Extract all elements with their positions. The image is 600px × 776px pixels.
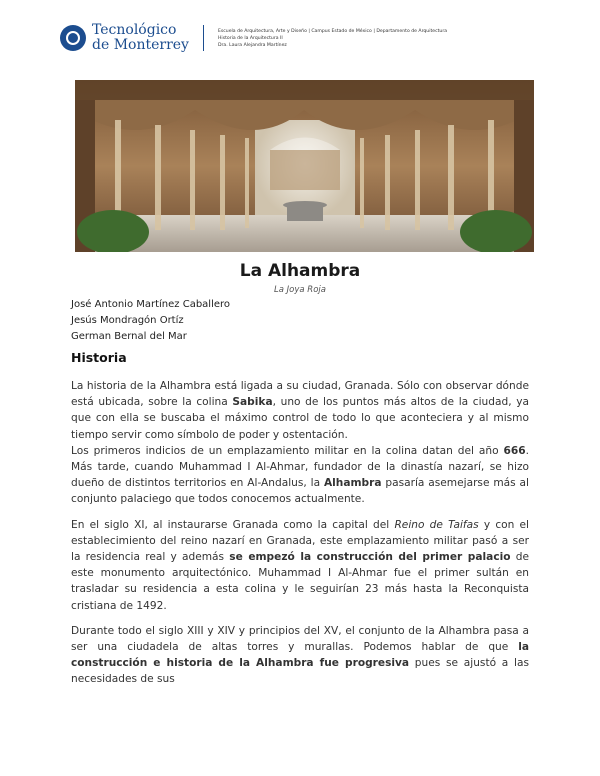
bold-term: Alhambra xyxy=(323,477,382,490)
paragraph-text: . Más tarde, cuando Muhammad I Al-Ahmar, fundador de la dinastía nazarí, se hizo dueño de distintos territorios en Al-Andalus, la xyxy=(71,444,529,490)
header-meta-line-3: Dra. Laura Alejandra Martínez xyxy=(217,42,287,48)
paragraph xyxy=(71,623,529,688)
document-title: La Alhambra xyxy=(239,261,361,281)
paragraph-text: Los primeros indicios de un emplazamiento militar en la colina datan del año xyxy=(71,444,504,457)
header-meta-line-2: Historia de la Arquitectura II xyxy=(217,35,283,41)
document-body xyxy=(71,378,529,688)
paragraph-text: , uno de los puntos más altos de la ciudad, ya que con ella se buscaba el máximo control de todo lo que aconteciera y al mismo tiempo servir como símbolo de poder y ostentación. xyxy=(71,396,529,441)
paragraph xyxy=(71,378,529,443)
author-name: German Bernal del Mar xyxy=(71,331,187,342)
courtyard-illustration xyxy=(75,80,534,252)
author-name: Jesús Mondragón Ortíz xyxy=(71,315,184,326)
document-subtitle: La Joya Roja xyxy=(274,285,326,295)
paragraph xyxy=(71,517,529,614)
header-divider xyxy=(203,25,204,51)
alhambra-courtyard-photo xyxy=(75,80,534,252)
bold-term: se empezó la construcción del primer palacio xyxy=(229,551,511,564)
paragraph xyxy=(71,443,529,508)
author-name: José Antonio Martínez Caballero xyxy=(71,299,231,310)
bold-term: 666 xyxy=(503,444,526,457)
logo-line-2: de Monterrey xyxy=(92,37,189,53)
paragraph-text: Durante todo el siglo XIII y XIV y principios del XV, el conjunto de la Alhambra pasa a ser una ciudadela de altas torres y murallas. Podemos hablar de que xyxy=(71,624,529,654)
tec-logo-icon xyxy=(60,25,86,51)
header-course-info xyxy=(218,28,447,49)
paragraph-text: pasaría asemejarse más al conjunto palaciego que todos conocemos actualmente. xyxy=(71,477,529,506)
italic-term: Reino de Taifas xyxy=(394,518,479,531)
institution-logo-text xyxy=(92,23,189,53)
section-heading: Historia xyxy=(71,350,127,365)
bold-term: la construcción e historia de la Alhambra fue progresiva xyxy=(71,641,529,670)
author-list xyxy=(71,297,230,345)
paragraph-text: de este monumento arquitectónico. Muhammad I Al-Ahmar fue el primer sultán en trasladar su residencia a esta colina y le seguirían 23 más hasta la Reconquista cristiana de 1492. xyxy=(71,551,529,612)
paragraph-text: La historia de la Alhambra está ligada a su ciudad, Granada. Sólo con observar dónde está ubicada, sobre la colina xyxy=(71,380,529,409)
paragraph-text: En el siglo XI, al instaurarse Granada como la capital del xyxy=(71,518,395,531)
logo-line-1: Tecnológico xyxy=(92,22,177,38)
paragraph-text: pues se ajustó a las necesidades de sus xyxy=(71,657,529,686)
paragraph-text: y con el establecimiento del reino nazarí en Granada, este emplazamiento militar pasó a ser la residencia real y además xyxy=(71,518,529,564)
document-header xyxy=(60,20,447,56)
header-meta-line-1: Escuela de Arquitectura, Arte y Diseño | Campus Estado de México | Departamento de Arquitectura xyxy=(217,28,448,34)
bold-term: Sabika xyxy=(232,396,273,409)
